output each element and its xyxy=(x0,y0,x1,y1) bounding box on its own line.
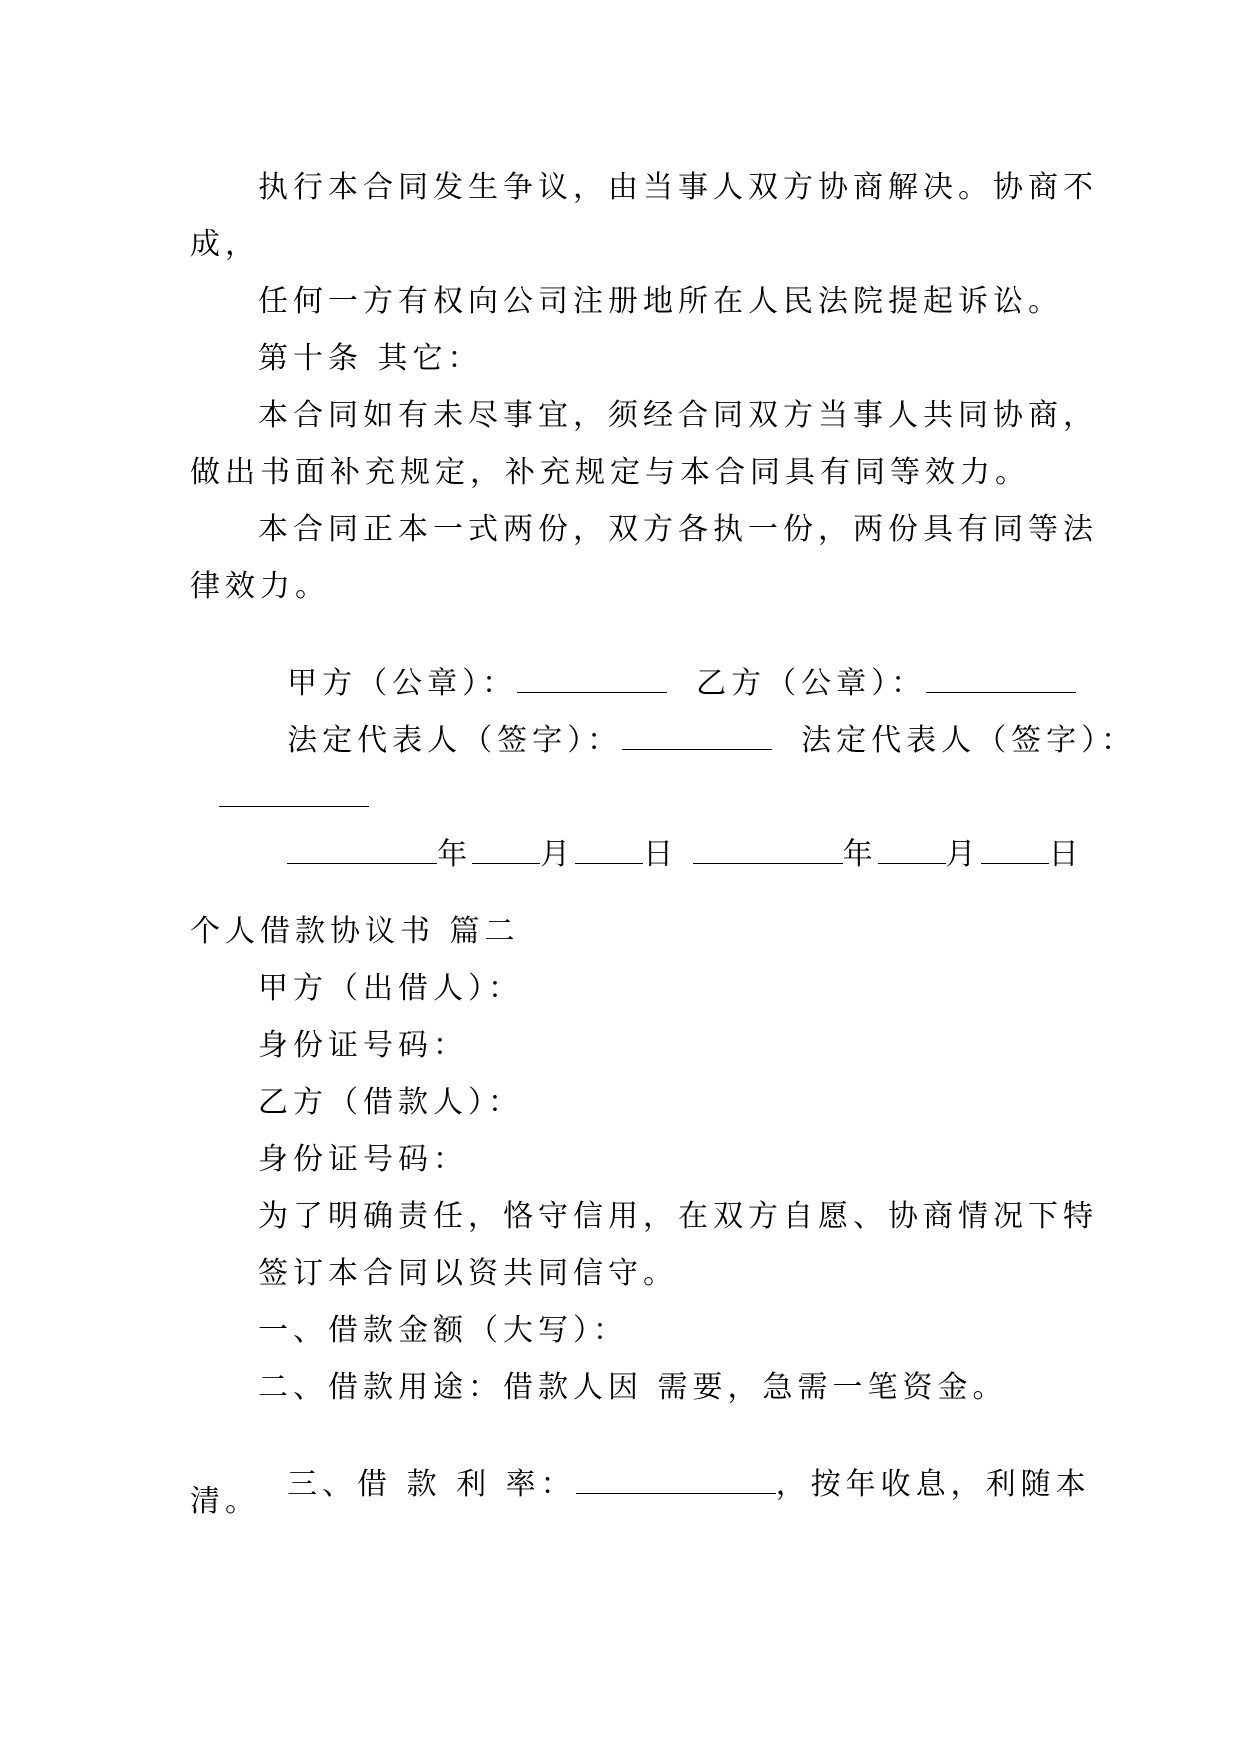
paragraph-line: 律效力。 xyxy=(190,569,330,604)
rep-b-label: 法定代表人（签字）： xyxy=(801,723,1137,758)
month-a-label: 月 xyxy=(540,837,576,872)
lender-line: 甲方（出借人）： xyxy=(258,971,523,1006)
paragraph-line: 本合同如有未尽事宜，须经合同双方当事人共同协商， xyxy=(258,398,1098,433)
borrower-line: 乙方（借款人）： xyxy=(258,1085,523,1120)
paragraph-line: 为了明确责任，恪守信用，在双方自愿、协商情况下特 xyxy=(258,1199,1098,1234)
borrower-id-line: 身份证号码： xyxy=(258,1142,468,1177)
rep-a-label: 法定代表人（签字）： xyxy=(287,723,623,758)
year-a-label: 年 xyxy=(437,837,473,872)
date-row xyxy=(258,795,1084,875)
party-a-seal-label: 甲方（公章）： xyxy=(287,666,518,701)
year-b-blank[interactable] xyxy=(693,835,843,864)
rep-a-sign-blank[interactable] xyxy=(622,721,772,750)
paragraph-line: 本合同正本一式两份，双方各执一份，两份具有同等法 xyxy=(258,512,1098,547)
paragraph-line: 成， xyxy=(190,227,260,262)
paragraph-line: 做出书面补充规定，补充规定与本合同具有同等效力。 xyxy=(190,455,1030,490)
paragraph-line: 执行本合同发生争议，由当事人双方协商解决。协商不 xyxy=(258,170,1098,205)
year-b-label: 年 xyxy=(842,837,878,872)
paragraph-line: 任何一方有权向公司注册地所在人民法院提起诉讼。 xyxy=(258,284,1063,319)
interest-rate-line xyxy=(258,1425,1091,1505)
loan-amount-line: 一、借款金额（大写）： xyxy=(258,1313,628,1348)
interest-rate-label: 三、借 款 利 率： xyxy=(287,1467,576,1502)
paragraph-line: 签订本合同以资共同信守。 xyxy=(258,1256,678,1291)
article-heading: 第十条 其它： xyxy=(258,341,483,376)
month-b-blank[interactable] xyxy=(878,835,946,864)
day-b-blank[interactable] xyxy=(981,835,1049,864)
day-b-label: 日 xyxy=(1048,837,1084,872)
loan-purpose-line: 二、借款用途：借款人因 需要，急需一笔资金。 xyxy=(258,1370,1008,1405)
year-a-blank[interactable] xyxy=(287,835,437,864)
day-a-label: 日 xyxy=(643,837,679,872)
interest-rate-tail: ，按年收息，利随本 xyxy=(775,1467,1091,1502)
month-b-label: 月 xyxy=(945,837,981,872)
party-b-seal-label: 乙方（公章）： xyxy=(696,666,927,701)
paragraph-line: 清。 xyxy=(190,1484,260,1519)
representative-row xyxy=(258,681,1136,761)
section-title: 个人借款协议书 篇二 xyxy=(190,914,520,949)
interest-rate-blank[interactable] xyxy=(576,1465,776,1494)
day-a-blank[interactable] xyxy=(575,835,643,864)
month-a-blank[interactable] xyxy=(472,835,540,864)
lender-id-line: 身份证号码： xyxy=(258,1028,468,1063)
